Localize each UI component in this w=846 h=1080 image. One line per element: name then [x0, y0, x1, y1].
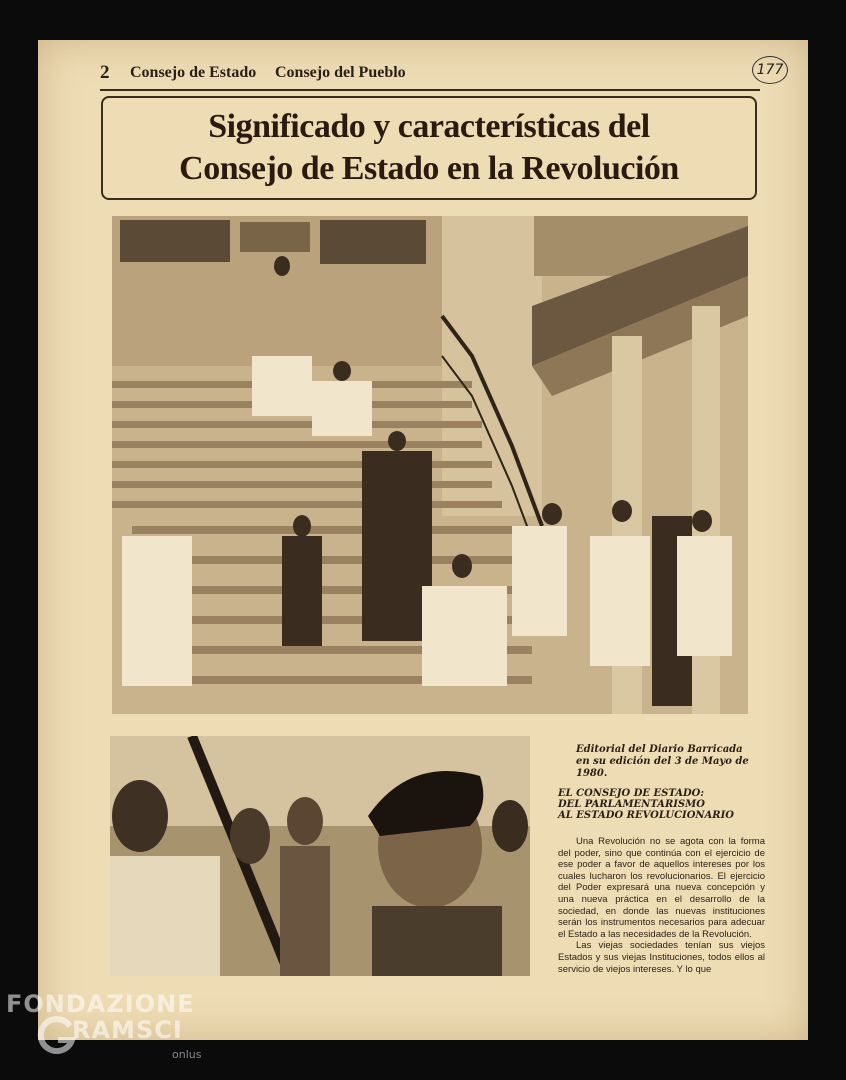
section-consejo-pueblo: Consejo del Pueblo — [275, 64, 406, 81]
staircase-photo — [112, 216, 748, 714]
article-paragraph: Las viejas sociedades tenían sus viejos Estados y sus viejas Instituciones, todos ellos al servicio de viejos intereses. Y lo que — [558, 940, 765, 975]
article-body — [558, 836, 765, 986]
page-number: 2 — [100, 62, 110, 83]
headline-box — [101, 96, 757, 200]
gramsci-logo-icon — [36, 1014, 76, 1054]
article-paragraph: Una Revolución no se agota con la forma del poder, sino que continúa con el ejercicio de ese poder a favor de aquellos intereses por los cuales lucharon los revolucionarios. El ejercicio del Poder expresará una nueva concepción y una nueva práctica en el desarrollo de la sociedad, en donde las nuevas instituciones serán los instrumentos necesarios para adecuar el Estado a las necesidades de la Revolución. — [558, 836, 765, 940]
archive-reference-number: 177 — [752, 56, 788, 84]
headline: Significado y características del Consejo de Estado en la Revolución — [179, 108, 679, 187]
header-rule — [100, 89, 760, 91]
article-heading: EL CONSEJO DE ESTADO: DEL PARLAMENTARISMO AL ESTADO REVOLUCIONARIO — [558, 788, 735, 821]
watermark-gramsci: RAMSCI — [72, 1016, 183, 1044]
watermark-onlus: onlus — [172, 1048, 202, 1061]
section-consejo-estado: Consejo de Estado — [130, 64, 257, 81]
beret-portrait-photo — [110, 736, 530, 976]
photo-caption: Editorial del Diario Barricada en su edición del 3 de Mayo de 1980. — [576, 744, 749, 779]
watermark-fondazione: FONDAZIONE — [6, 990, 195, 1018]
page-header — [100, 62, 780, 88]
